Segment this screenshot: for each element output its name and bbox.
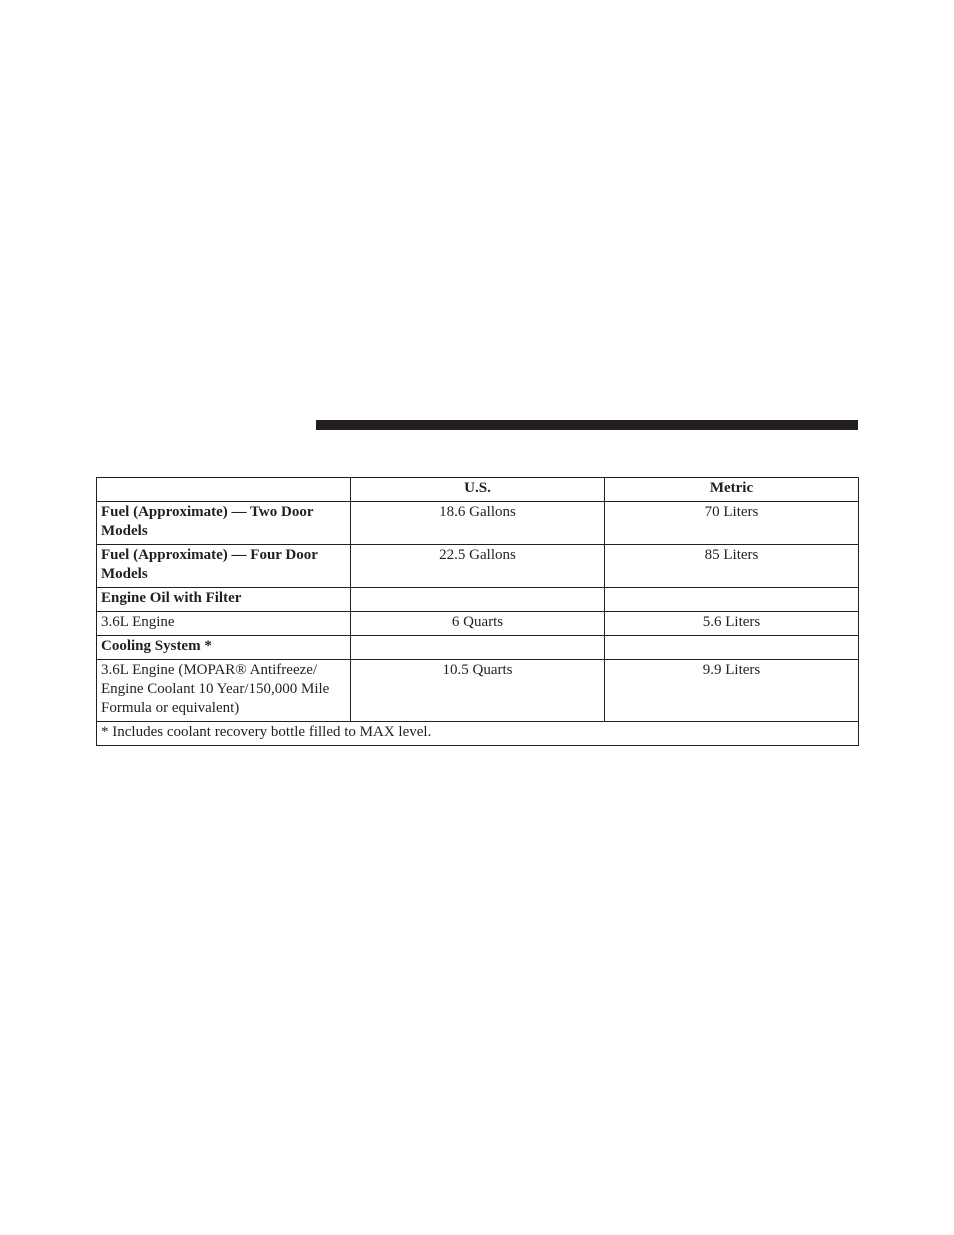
metric-value: 85 Liters: [605, 545, 859, 588]
column-header-metric: Metric: [605, 478, 859, 502]
table-row: [97, 588, 859, 612]
metric-value: [605, 636, 859, 660]
us-value: 6 Quarts: [351, 612, 605, 636]
row-label: 3.6L Engine (MOPAR® Antifreeze/ Engine Coolant 10 Year/150,000 Mile Formula or equivalent): [97, 660, 351, 722]
column-header-us: U.S.: [351, 478, 605, 502]
fluid-capacities-table: [96, 477, 859, 746]
table-footnote: * Includes coolant recovery bottle filled to MAX level.: [97, 722, 859, 746]
row-label: Fuel (Approximate) — Four Door Models: [97, 545, 351, 588]
us-value: 10.5 Quarts: [351, 660, 605, 722]
table-row: [97, 545, 859, 588]
metric-value: 5.6 Liters: [605, 612, 859, 636]
us-value: [351, 636, 605, 660]
table-row: [97, 612, 859, 636]
table-row: [97, 660, 859, 722]
table-header-row: [97, 478, 859, 502]
us-value: [351, 588, 605, 612]
table-footnote-row: [97, 722, 859, 746]
row-label: 3.6L Engine: [97, 612, 351, 636]
row-label: Cooling System *: [97, 636, 351, 660]
table-row: [97, 636, 859, 660]
metric-value: [605, 588, 859, 612]
row-label: Engine Oil with Filter: [97, 588, 351, 612]
row-label: Fuel (Approximate) — Two Door Models: [97, 502, 351, 545]
table-row: [97, 502, 859, 545]
column-header-item: [97, 478, 351, 502]
metric-value: 70 Liters: [605, 502, 859, 545]
section-header-bar: [316, 420, 858, 430]
us-value: 18.6 Gallons: [351, 502, 605, 545]
us-value: 22.5 Gallons: [351, 545, 605, 588]
metric-value: 9.9 Liters: [605, 660, 859, 722]
